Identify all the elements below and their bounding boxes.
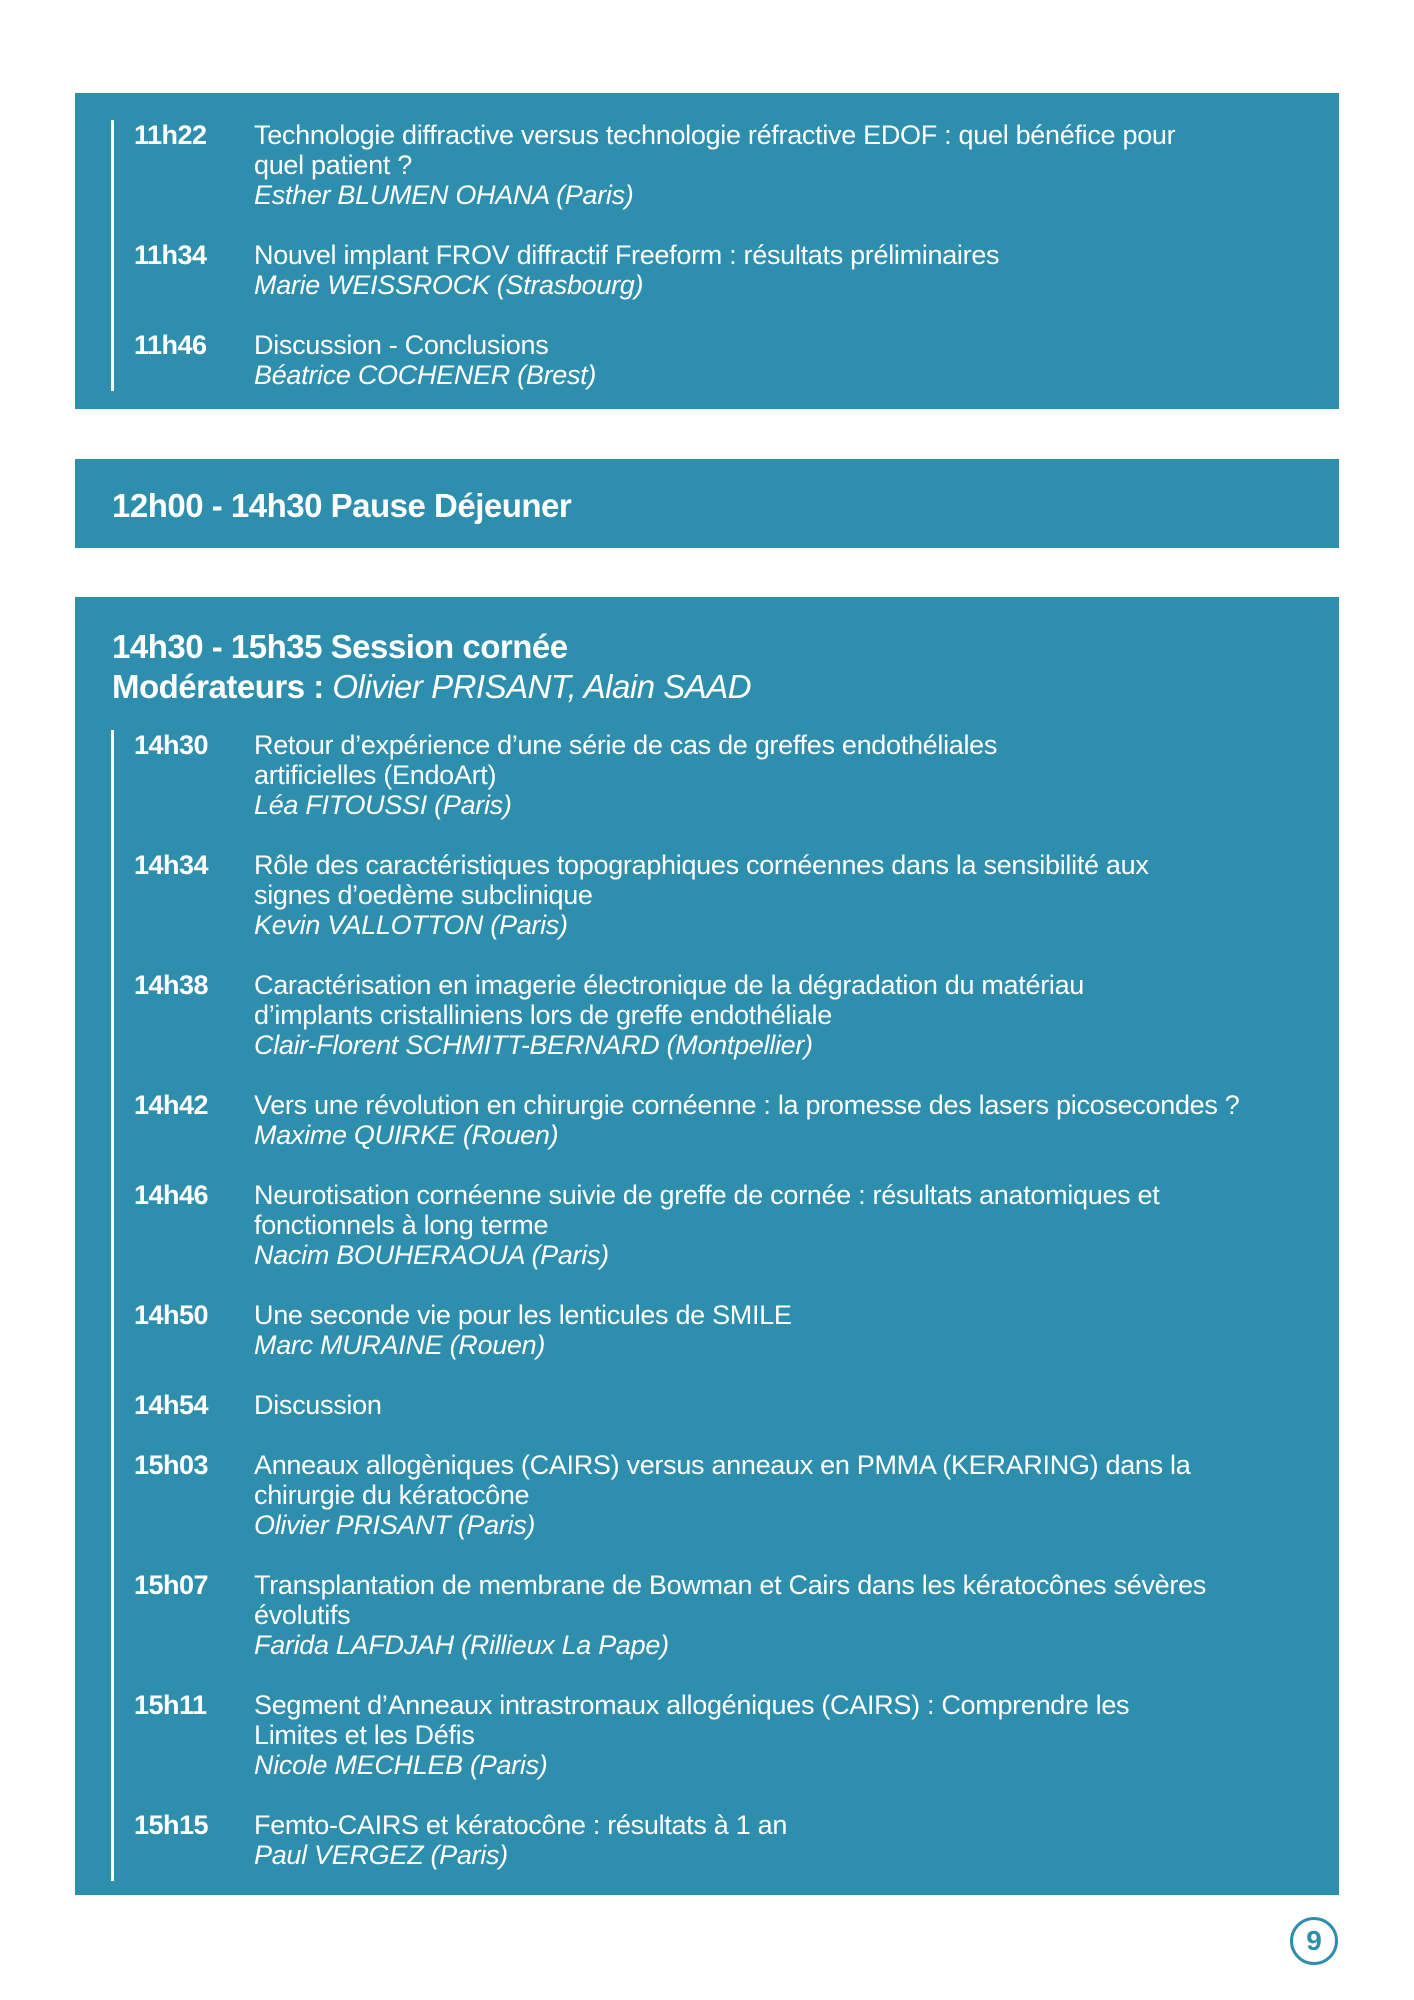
talk-item	[114, 1570, 1319, 1660]
talk-speaker: Farida LAFDJAH (Rillieux La Pape)	[254, 1630, 669, 1660]
talk-list	[111, 120, 1319, 391]
talk-time: 14h38	[134, 970, 209, 1000]
talk-time: 15h11	[134, 1690, 207, 1720]
talk-title: signes d’oedème subclinique	[254, 880, 593, 910]
talk-time: 11h46	[134, 330, 207, 360]
talk-title: Segment d’Anneaux intrastromaux allogéniques (CAIRS) : Comprendre les	[254, 1690, 1130, 1720]
talk-speaker: Paul VERGEZ (Paris)	[254, 1840, 508, 1870]
lunch-break-banner	[75, 459, 1339, 548]
talk-time: 15h07	[134, 1570, 209, 1600]
talk-title: d’implants cristalliniens lors de greffe endothéliale	[254, 1000, 832, 1030]
talk-item	[114, 120, 1319, 210]
talk-speaker: Léa FITOUSSI (Paris)	[254, 790, 512, 820]
talk-item	[114, 1180, 1319, 1270]
talk-speaker: Nacim BOUHERAOUA (Paris)	[254, 1240, 609, 1270]
talk-title: Anneaux allogèniques (CAIRS) versus anneaux en PMMA (KERARING) dans la	[254, 1450, 1191, 1480]
talk-time: 11h34	[134, 240, 207, 270]
talk-title: Vers une révolution en chirurgie cornéenne : la promesse des lasers picosecondes ?	[254, 1090, 1240, 1120]
talk-time: 11h22	[134, 120, 207, 150]
talk-item	[114, 850, 1319, 940]
talk-time: 14h46	[134, 1180, 209, 1210]
talk-speaker: Nicole MECHLEB (Paris)	[254, 1750, 548, 1780]
talk-title: fonctionnels à long terme	[254, 1210, 549, 1240]
talk-item	[114, 240, 1319, 300]
talk-title: Rôle des caractéristiques topographiques cornéennes dans la sensibilité aux	[254, 850, 1149, 880]
talk-title: Discussion - Conclusions	[254, 330, 549, 360]
talk-speaker: Clair-Florent SCHMITT-BERNARD (Montpellier)	[254, 1030, 813, 1060]
talk-speaker: Maxime QUIRKE (Rouen)	[254, 1120, 559, 1150]
talk-title: Femto-CAIRS et kératocône : résultats à 1 an	[254, 1810, 788, 1840]
talk-item	[114, 1690, 1319, 1780]
talk-title: Transplantation de membrane de Bowman et Cairs dans les kératocônes sévères	[254, 1570, 1207, 1600]
talk-time: 14h42	[134, 1090, 209, 1120]
talk-title: chirurgie du kératocône	[254, 1480, 530, 1510]
session-title: 14h30 - 15h35 Session cornée	[112, 628, 568, 665]
talk-time: 14h34	[134, 850, 209, 880]
talk-title: Limites et les Défis	[254, 1720, 475, 1750]
session-cornee-block	[75, 597, 1339, 1895]
talk-speaker: Marc MURAINE (Rouen)	[254, 1330, 546, 1360]
session-header	[112, 627, 1319, 707]
talk-title: quel patient ?	[254, 150, 412, 180]
moderators-line	[112, 667, 1319, 707]
talk-item	[114, 330, 1319, 390]
talk-title: artificielles (EndoArt)	[254, 760, 497, 790]
talk-item	[114, 1450, 1319, 1540]
talk-title: Une seconde vie pour les lenticules de SMILE	[254, 1300, 792, 1330]
talk-time: 15h03	[134, 1450, 209, 1480]
talk-title: évolutifs	[254, 1600, 351, 1630]
page-number: 9	[1290, 1917, 1338, 1965]
program-block-morning	[75, 93, 1339, 409]
moderators-names: Olivier PRISANT, Alain SAAD	[332, 668, 752, 705]
talk-speaker: Béatrice COCHENER (Brest)	[254, 360, 597, 390]
talk-title: Technologie diffractive versus technologie réfractive EDOF : quel bénéfice pour	[254, 120, 1176, 150]
talk-speaker: Olivier PRISANT (Paris)	[254, 1510, 536, 1540]
talk-item	[114, 1090, 1319, 1150]
talk-item	[114, 970, 1319, 1060]
talk-time: 14h54	[134, 1390, 209, 1420]
talk-title: Neurotisation cornéenne suivie de greffe de cornée : résultats anatomiques et	[254, 1180, 1160, 1210]
talk-speaker: Kevin VALLOTTON (Paris)	[254, 910, 568, 940]
talk-time: 14h50	[134, 1300, 209, 1330]
talk-title: Nouvel implant FROV diffractif Freeform : résultats préliminaires	[254, 240, 1000, 270]
talk-title: Discussion	[254, 1390, 382, 1420]
talk-title: Caractérisation en imagerie électronique de la dégradation du matériau	[254, 970, 1085, 1000]
pause-title: 12h00 - 14h30 Pause Déjeuner	[112, 487, 572, 524]
talk-item	[114, 1810, 1319, 1870]
talk-speaker: Esther BLUMEN OHANA (Paris)	[254, 180, 634, 210]
talk-time: 15h15	[134, 1810, 209, 1840]
talk-speaker: Marie WEISSROCK (Strasbourg)	[254, 270, 644, 300]
talk-title: Retour d’expérience d’une série de cas de greffes endothéliales	[254, 730, 998, 760]
talk-time: 14h30	[134, 730, 209, 760]
talk-item	[114, 730, 1319, 820]
talk-list	[111, 730, 1319, 1881]
talk-item	[114, 1300, 1319, 1360]
moderators-label: Modérateurs :	[112, 668, 324, 705]
talk-item	[114, 1390, 1319, 1420]
